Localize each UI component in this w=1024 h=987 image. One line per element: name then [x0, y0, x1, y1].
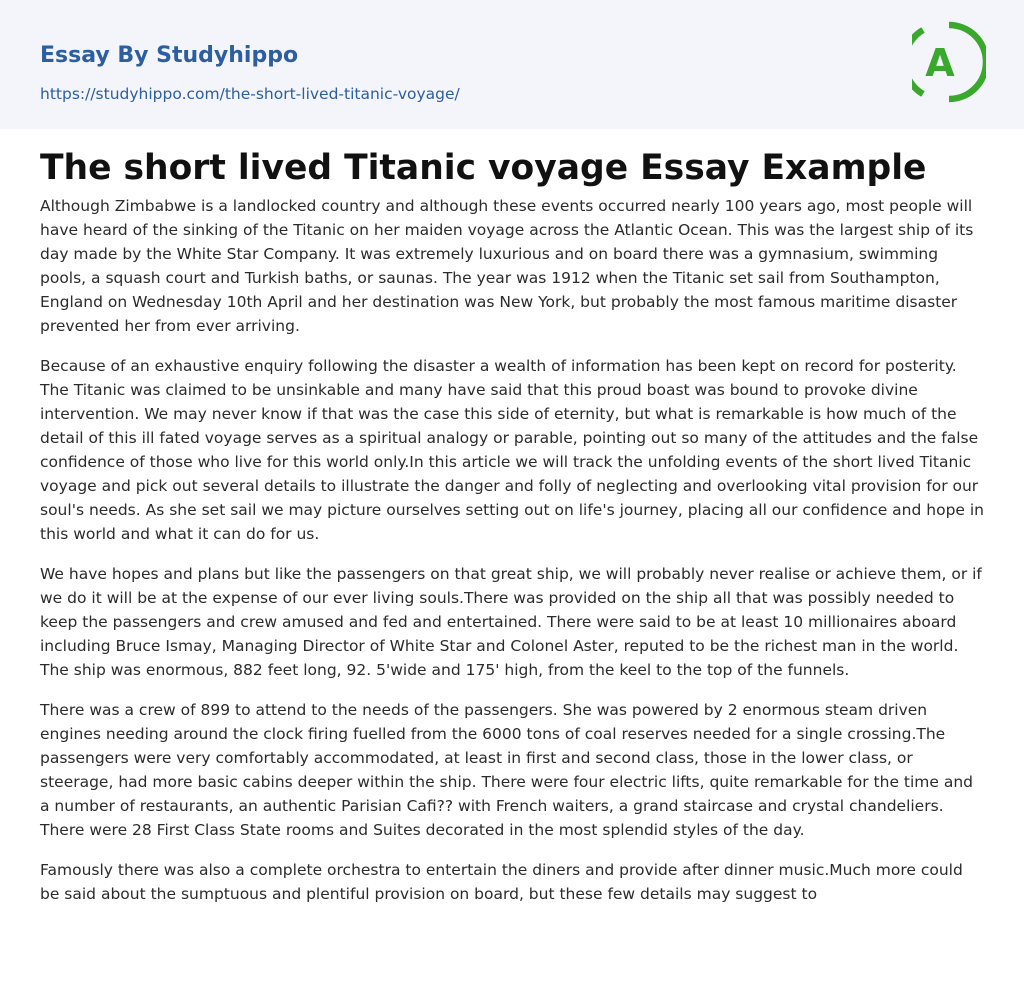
logo-letter: A — [925, 41, 955, 85]
article-body — [40, 194, 986, 922]
article-paragraph: Famously there was also a complete orchestra to entertain the diners and provide after dinner music.Much more could be said about the sumptuous and plentiful provision on board, but these few details may suggest to — [40, 861, 963, 903]
page-url-link[interactable]: https://studyhippo.com/the-short-lived-titanic-voyage/ — [40, 85, 460, 103]
site-header — [0, 0, 1024, 129]
article-paragraph: Because of an exhaustive enquiry following the disaster a wealth of information has been kept on record for posterity. The Titanic was claimed to be unsinkable and many have said that this proud boast was bound to provoke divine intervention. We may never know if that was the case this side of eternity, but what is remarkable is how much of the detail of this ill fated voyage serves as a spiritual analogy or parable, pointing out so many of the attitudes and the false confidence of those who live for this world only.In this article we will track the unfolding events of the short lived Titanic voyage and pick out several details to illustrate the danger and folly of neglecting and overlooking vital provision for our soul's needs. As she set sail we may picture ourselves setting out on life's journey, placing all our confidence and hope in this world and what it can do for us. — [40, 357, 985, 543]
studyhippo-logo-icon[interactable] — [912, 19, 986, 105]
article-paragraph: Although Zimbabwe is a landlocked country and although these events occurred nearly 100 years ago, most people will have heard of the sinking of the Titanic on her maiden voyage across the Atlantic Ocean. This was the largest ship of its day made by the White Star Company. It was extremely luxurious and on board there was a gymnasium, swimming pools, a squash court and Turkish baths, or saunas. The year was 1912 when the Titanic set sail from Southampton, England on Wednesday 10th April and her destination was New York, but probably the most famous maritime disaster prevented her from ever arriving. — [40, 197, 974, 335]
article-title: The short lived Titanic voyage Essay Example — [40, 148, 927, 188]
article-paragraph: There was a crew of 899 to attend to the needs of the passengers. She was powered by 2 enormous steam driven engines needing around the clock firing fuelled from the 6000 tons of coal reserves needed for a single crossing.The passengers were very comfortably accommodated, at least in first and second class, those in the lower class, or steerage, had more basic cabins deeper within the ship. There were four electric lifts, quite remarkable for the time and a number of restaurants, an authentic Parisian Cafi?? with French waiters, a grand staircase and crystal chandeliers. There were 28 First Class State rooms and Suites decorated in the most splendid styles of the day. — [40, 701, 974, 839]
site-brand[interactable]: Essay By Studyhippo — [40, 43, 299, 68]
article-paragraph: We have hopes and plans but like the passengers on that great ship, we will probably never realise or achieve them, or if we do it will be at the expense of our ever living souls.There was provided on the ship all that was possibly needed to keep the passengers and crew amused and fed and entertained. There were said to be at least 10 millionaires aboard including Bruce Ismay, Managing Director of White Star and Colonel Aster, reputed to be the richest man in the world. The ship was enormous, 882 feet long, 92. 5'wide and 175' high, from the keel to the top of the funnels. — [40, 565, 982, 679]
